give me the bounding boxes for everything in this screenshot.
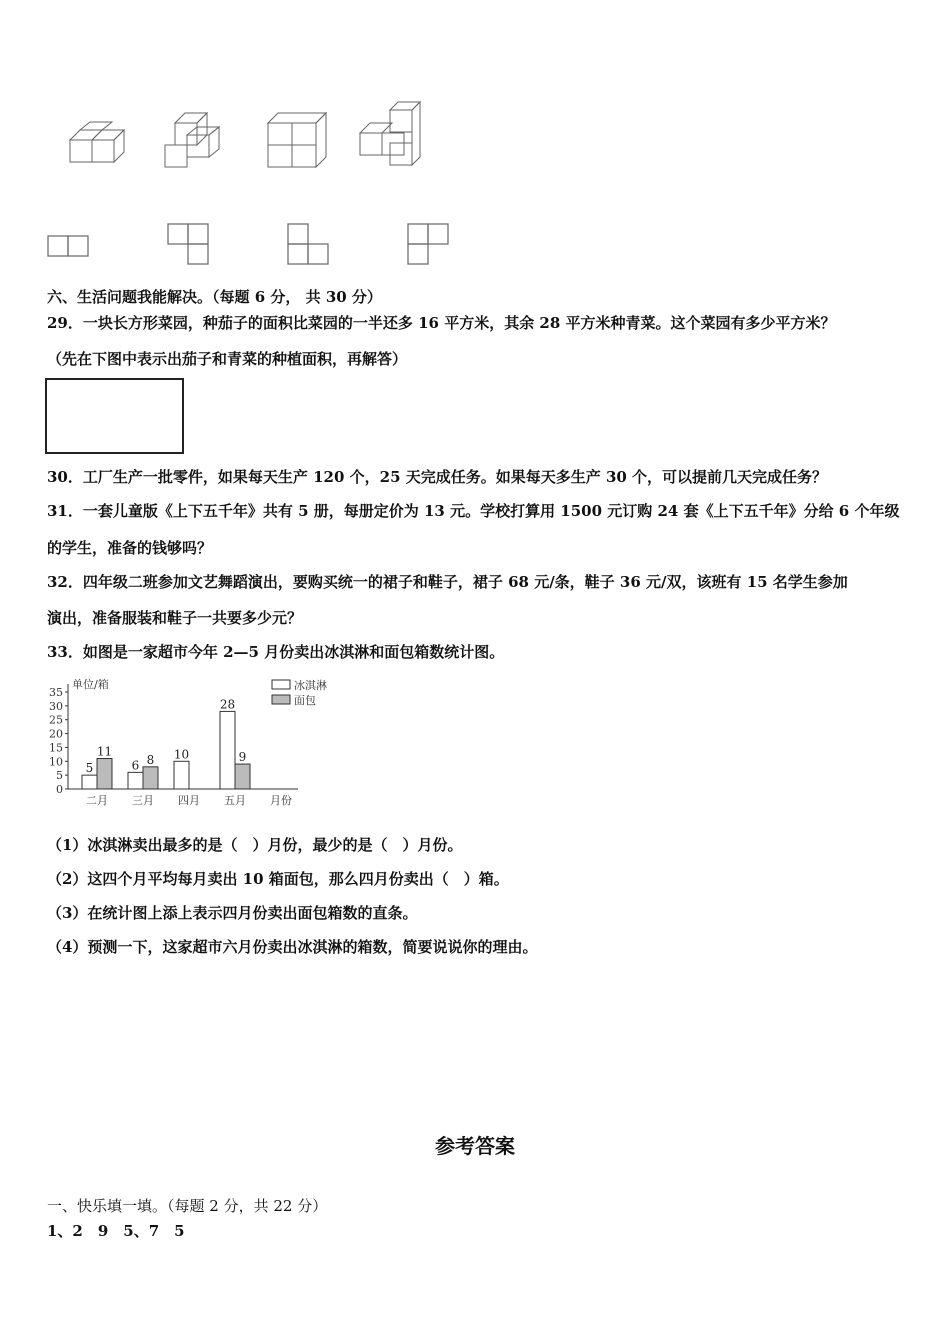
question-30: 30．工厂生产一批零件，如果每天生产 120 个，25 天完成任务。如果每天多生产 30 个，可以提前几天完成任务？ [47,468,828,486]
y-tick-label: 30 [49,699,63,713]
question-32-line1: 32．四年级二班参加文艺舞蹈演出，要购买统一的裙子和鞋子，裙子 68 元/条，鞋子 36 元/双，该班有 15 名学生参加 [47,573,848,591]
question-29: 29．一块长方形菜园，种茄子的面积比菜园的一半还多 16 平方米，其余 28 平方米种青菜。这个菜园有多少平方米？ [47,314,836,332]
category-label: 二月 [86,794,108,807]
y-tick-label: 0 [56,783,63,796]
view-shape-3 [288,224,328,264]
view-shape-4 [408,224,448,264]
data-label: 8 [146,752,155,767]
answers-section1-heading: 一、快乐填一填。（每题 2 分，共 22 分） [47,1197,328,1215]
legend-label: 面包 [294,694,316,707]
cube-structure-2 [165,113,219,167]
answer-1: 1、2 9 5、7 5 [47,1222,185,1240]
legend-swatch [272,680,290,689]
answers-title: 参考答案 [435,1134,515,1158]
question-33-sub1: （1）冰淇淋卖出最多的是（ ）月份，最少的是（ ）月份。 [47,836,463,854]
y-tick-label: 25 [49,713,63,727]
cube-structure-3 [268,113,326,167]
bar-icecream [82,775,97,789]
y-unit-label: 单位/箱 [72,678,109,691]
data-label: 10 [173,747,190,762]
view-shape-1 [48,236,88,256]
bar-icecream [128,772,143,789]
y-tick-label: 35 [49,686,63,699]
bar-bread [235,764,250,789]
data-label: 5 [85,761,94,776]
question-33-sub2: （2）这四个月平均每月卖出 10 箱面包，那么四月份卖出（ ）箱。 [47,870,509,888]
category-label: 五月 [224,794,246,807]
question-32-line2: 演出，准备服装和鞋子一共要多少元？ [47,609,303,627]
question-29-note: （先在下图中表示出茄子和青菜的种植面积，再解答） [47,350,408,368]
y-tick-label: 20 [49,727,63,741]
cube-structure-1 [70,122,124,162]
question-33: 33．如图是一家超市今年 2—5 月份卖出冰淇淋和面包箱数统计图。 [47,643,505,661]
category-label: 四月 [178,794,200,807]
garden-rectangle [45,378,184,454]
data-label: 11 [96,744,113,759]
bar-bread [97,759,112,789]
view-shapes-figure [40,220,460,270]
sales-bar-chart [40,672,327,812]
bar-bread [143,767,158,789]
question-33-sub4: （4）预测一下，这家超市六月份卖出冰淇淋的箱数，简要说说你的理由。 [47,938,538,956]
data-label: 28 [219,697,236,712]
y-tick-label: 10 [49,755,63,769]
question-33-sub3: （3）在统计图上添上表示四月份卖出面包箱数的直条。 [47,904,418,922]
data-label: 9 [238,750,247,765]
question-31-line2: 的学生，准备的钱够吗？ [47,539,213,557]
bar-icecream [220,711,235,789]
y-tick-label: 15 [49,741,63,755]
y-tick-label: 5 [56,769,63,783]
cube-structure-4 [360,102,420,165]
data-label: 6 [131,758,140,773]
x-axis-label: 月份 [270,794,292,807]
bar-icecream [174,761,189,789]
question-31-line1: 31．一套儿童版《上下五千年》共有 5 册，每册定价为 13 元。学校打算用 1500 元订购 24 套《上下五千年》分给 6 个年级 [47,502,900,520]
legend-label: 冰淇淋 [294,679,327,692]
legend-swatch [272,695,290,704]
view-shape-2 [168,224,208,264]
cube-views-figure [40,95,460,175]
category-label: 三月 [132,794,154,807]
section6-heading: 六、生活问题我能解决。（每题 6 分， 共 30 分） [47,288,382,306]
